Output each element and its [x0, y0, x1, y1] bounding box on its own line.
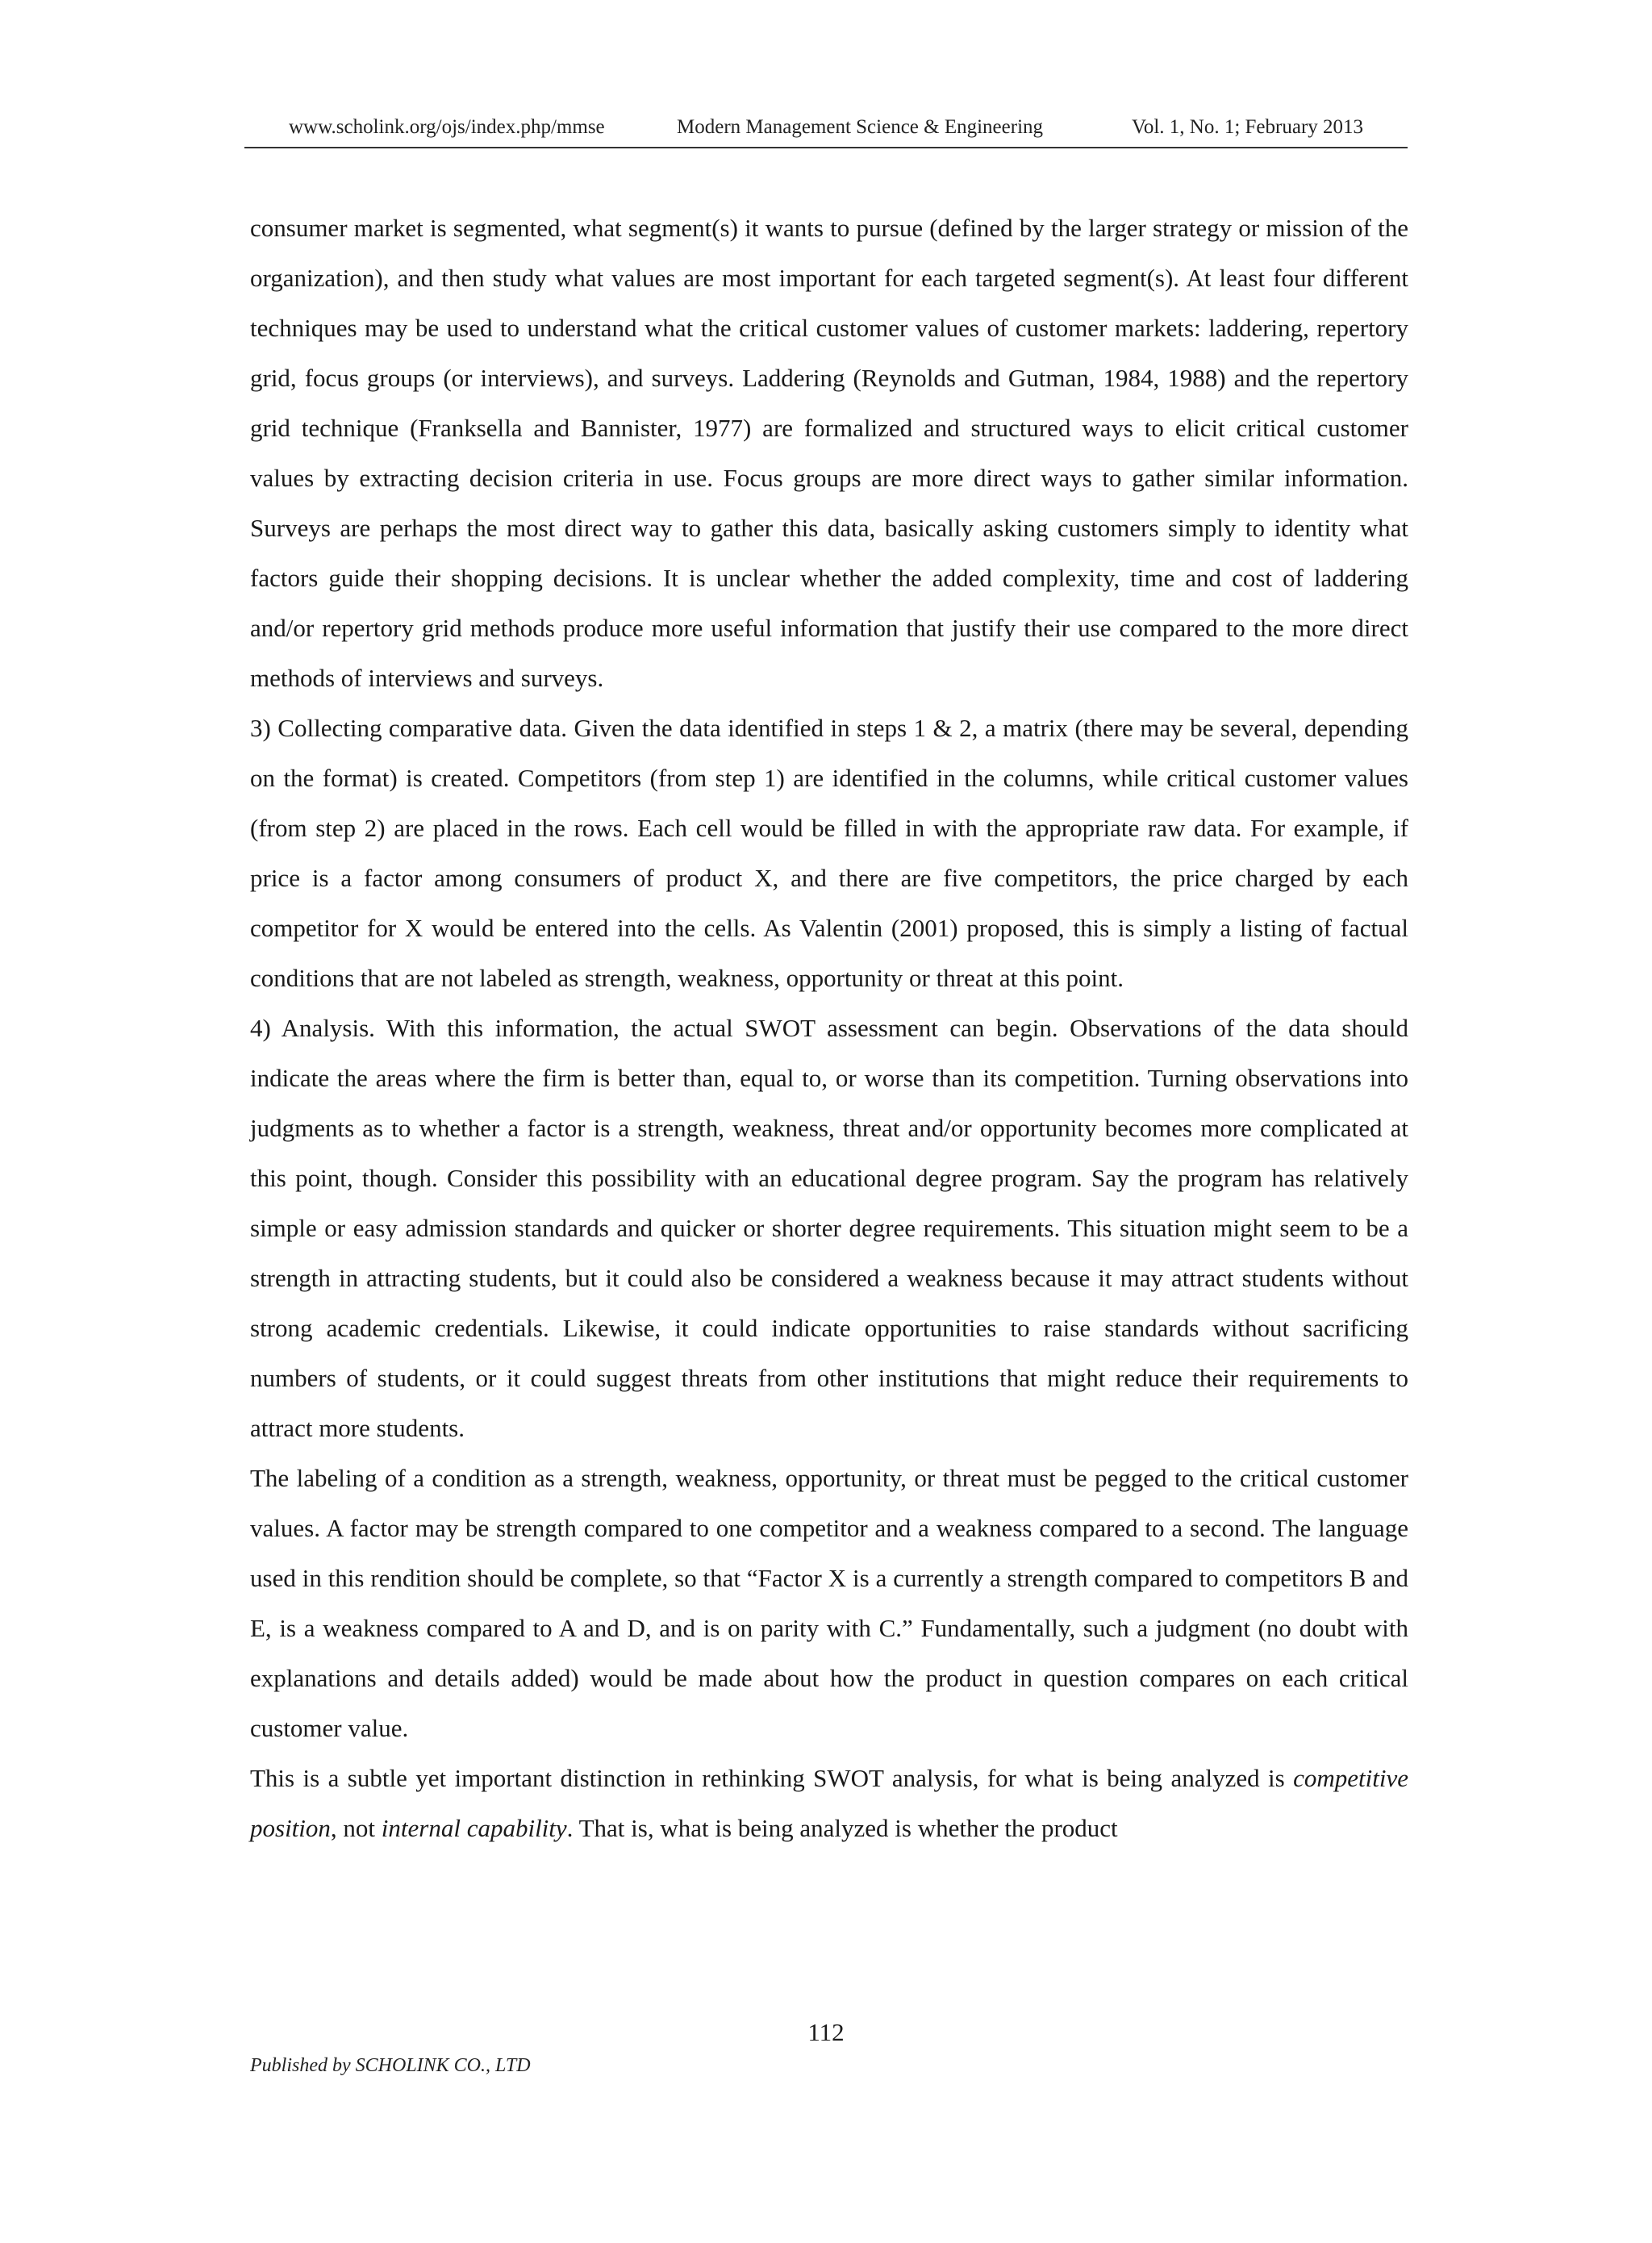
- header-url: www.scholink.org/ojs/index.php/mmse: [289, 116, 605, 138]
- body-text: [250, 203, 1408, 1853]
- paragraph-1: consumer market is segmented, what segment(s) it wants to pursue (defined by the larger strategy or mission of the organization), and then study what values are most important for each targeted segment(s). At least four different techniques may be used to understand what the critical customer values of customer markets: laddering, repertory grid, focus groups (or interviews), and surveys. Laddering (Reynolds and Gutman, 1984, 1988) and the repertory grid technique (Franksella and Bannister, 1977) are formalized and structured ways to elicit critical customer values by extracting decision criteria in use. Focus groups are more direct ways to gather similar information. Surveys are perhaps the most direct way to gather this data, basically asking customers simply to identity what factors guide their shopping decisions. It is unclear whether the added complexity, time and cost of laddering and/or repertory grid methods produce more useful information that justify their use compared to the more direct methods of interviews and surveys.: [250, 214, 1408, 692]
- paragraph-2: 3) Collecting comparative data. Given the data identified in steps 1 & 2, a matrix (there may be several, depending on the format) is created. Competitors (from step 1) are identified in the columns, while critical customer values (from step 2) are placed in the rows. Each cell would be filled in with the appropriate raw data. For example, if price is a factor among consumers of product X, and there are five competitors, the price charged by each competitor for X would be entered into the cells. As Valentin (2001) proposed, this is simply a listing of factual conditions that are not labeled as strength, weakness, opportunity or threat at this point.: [250, 714, 1408, 992]
- paragraph-3: 4) Analysis. With this information, the actual SWOT assessment can begin. Observations of the data should indicate the areas where the firm is better than, equal to, or worse than its competition. Turning observations into judgments as to whether a factor is a strength, weakness, threat and/or opportunity becomes more complicated at this point, though. Consider this possibility with an educational degree program. Say the program has relatively simple or easy admission standards and quicker or shorter degree requirements. This situation might seem to be a strength in attracting students, but it could also be considered a weakness because it may attract students without strong academic credentials. Likewise, it could indicate opportunities to raise standards without sacrificing numbers of students, or it could suggest threats from other institutions that might reduce their requirements to attract more students.: [250, 1014, 1408, 1442]
- paragraph-5-part-b: , not: [330, 1814, 382, 1842]
- header-volume: Vol. 1, No. 1; February 2013: [1132, 116, 1364, 138]
- page-number: 112: [807, 2018, 845, 2046]
- header-journal-title: Modern Management Science & Engineering: [677, 116, 1044, 138]
- running-header: [244, 115, 1408, 148]
- emphasis-competitive-position: competitive position: [250, 1764, 1408, 1842]
- paragraph-5: [250, 1753, 1408, 1853]
- paragraph-5-part-c: . That is, what is being analyzed is whether the product: [566, 1814, 1118, 1842]
- emphasis-internal-capability: internal capability: [381, 1814, 567, 1842]
- publisher-footer: Published by SCHOLINK CO., LTD: [250, 2055, 531, 2076]
- paragraph-5-part-a: This is a subtle yet important distinction in rethinking SWOT analysis, for what is being analyzed is: [250, 1764, 1294, 1792]
- paragraph-4: The labeling of a condition as a strength, weakness, opportunity, or threat must be pegged to the critical customer values. A factor may be strength compared to one competitor and a weakness compared to a second. The language used in this rendition should be complete, so that “Factor X is a currently a strength compared to competitors B and E, is a weakness compared to A and D, and is on parity with C.” Fundamentally, such a judgment (no doubt with explanations and details added) would be made about how the product in question compares on each critical customer value.: [250, 1464, 1408, 1742]
